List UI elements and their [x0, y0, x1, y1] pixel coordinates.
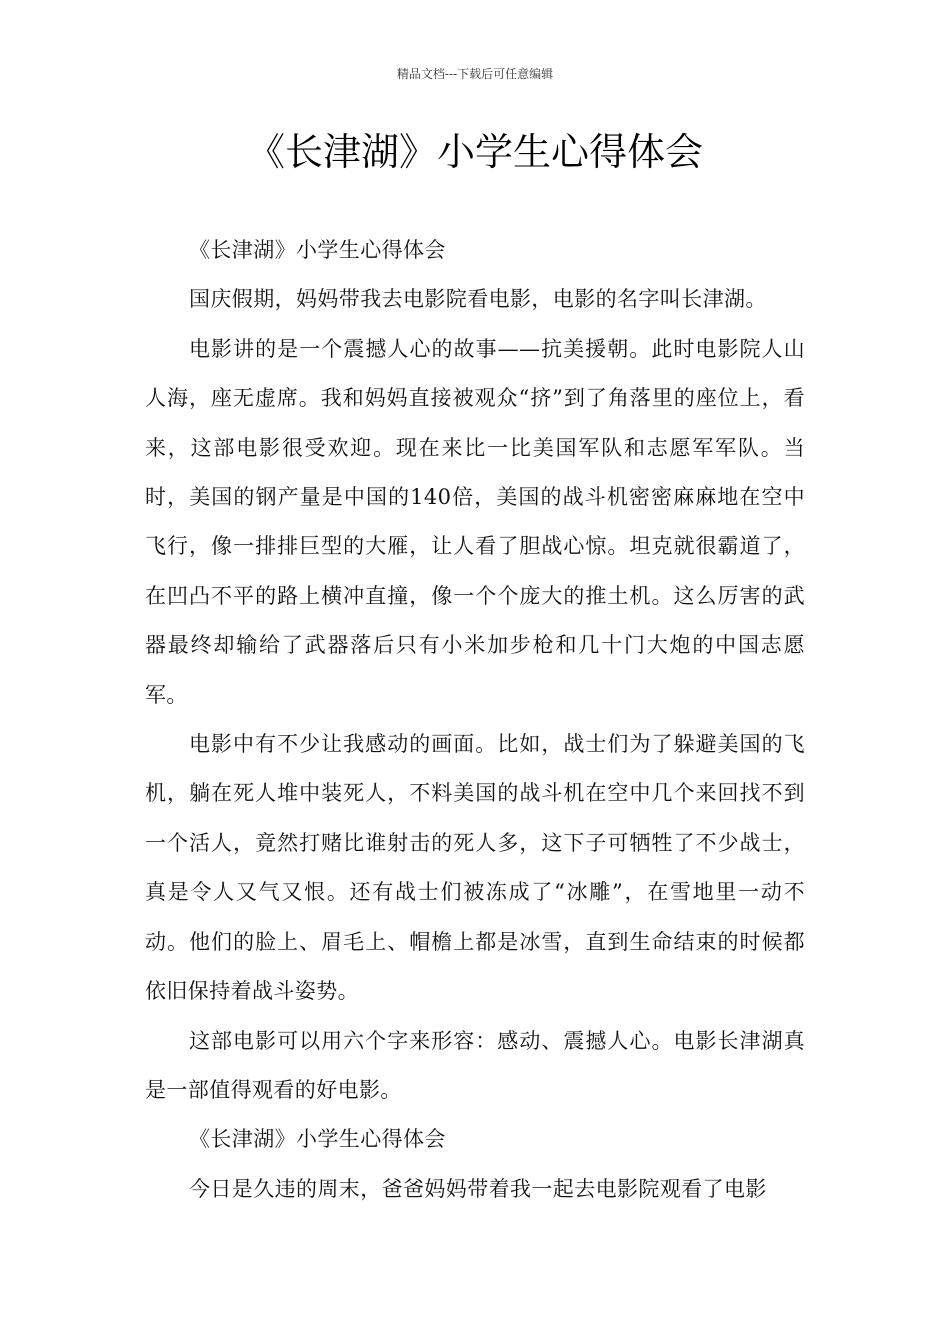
document-title: 《长津湖》小学生心得体会: [246, 130, 703, 174]
second-essay-paragraph: 今日是久违的周末，爸爸妈妈带着我一起去电影院观看了电影: [189, 1176, 767, 1201]
subtitle-paragraph: 《长津湖》小学生心得体会: [189, 238, 446, 262]
moving-scenes-paragraph: 电影中有不少让我感动的画面。比如，战士们为了躲避美国的飞机，躺在死人堆中装死人，不料美国的战斗机在空中几个来回找不到一个活人，竟然打赌比谁射击的死人多，这下子可牺牲了不少战士，真是令人又气又恨。还有战士们被冻成了“冰雕”，在雪地里一动不动。他们的脸上、眉毛上、帽檐上都是冰雪，直到生命结束的时候都依旧保持着战斗姿势。: [145, 732, 805, 1004]
intro-paragraph: 国庆假期，妈妈带我去电影院看电影，电影的名字叫长津湖。: [189, 287, 767, 312]
story-paragraph: 电影讲的是一个震撼人心的故事——抗美援朝。此时电影院人山人海，座无虚席。我和妈妈直接被观众“挤”到了角落里的座位上，看来，这部电影很受欢迎。现在来比一比美国军队和志愿军军队。当时，美国的钢产量是中国的140倍，美国的战斗机密密麻麻地在空中飞行，像一排排巨型的大雁，让人看了胆战心惊。坦克就很霸道了，在凹凸不平的路上横冲直撞，像一个个庞大的推土机。这么厉害的武器最终却输给了武器落后只有小米加步枪和几十门大炮的中国志愿军。: [145, 336, 805, 707]
second-subtitle-paragraph: 《长津湖》小学生心得体会: [189, 1127, 446, 1152]
document-body: [145, 226, 805, 1214]
header-note: 精品文档---下载后可任意编辑: [396, 67, 554, 81]
conclusion-paragraph: 这部电影可以用六个字来形容：感动、震撼人心。电影长津湖真是一部值得观看的好电影。: [145, 1028, 805, 1102]
